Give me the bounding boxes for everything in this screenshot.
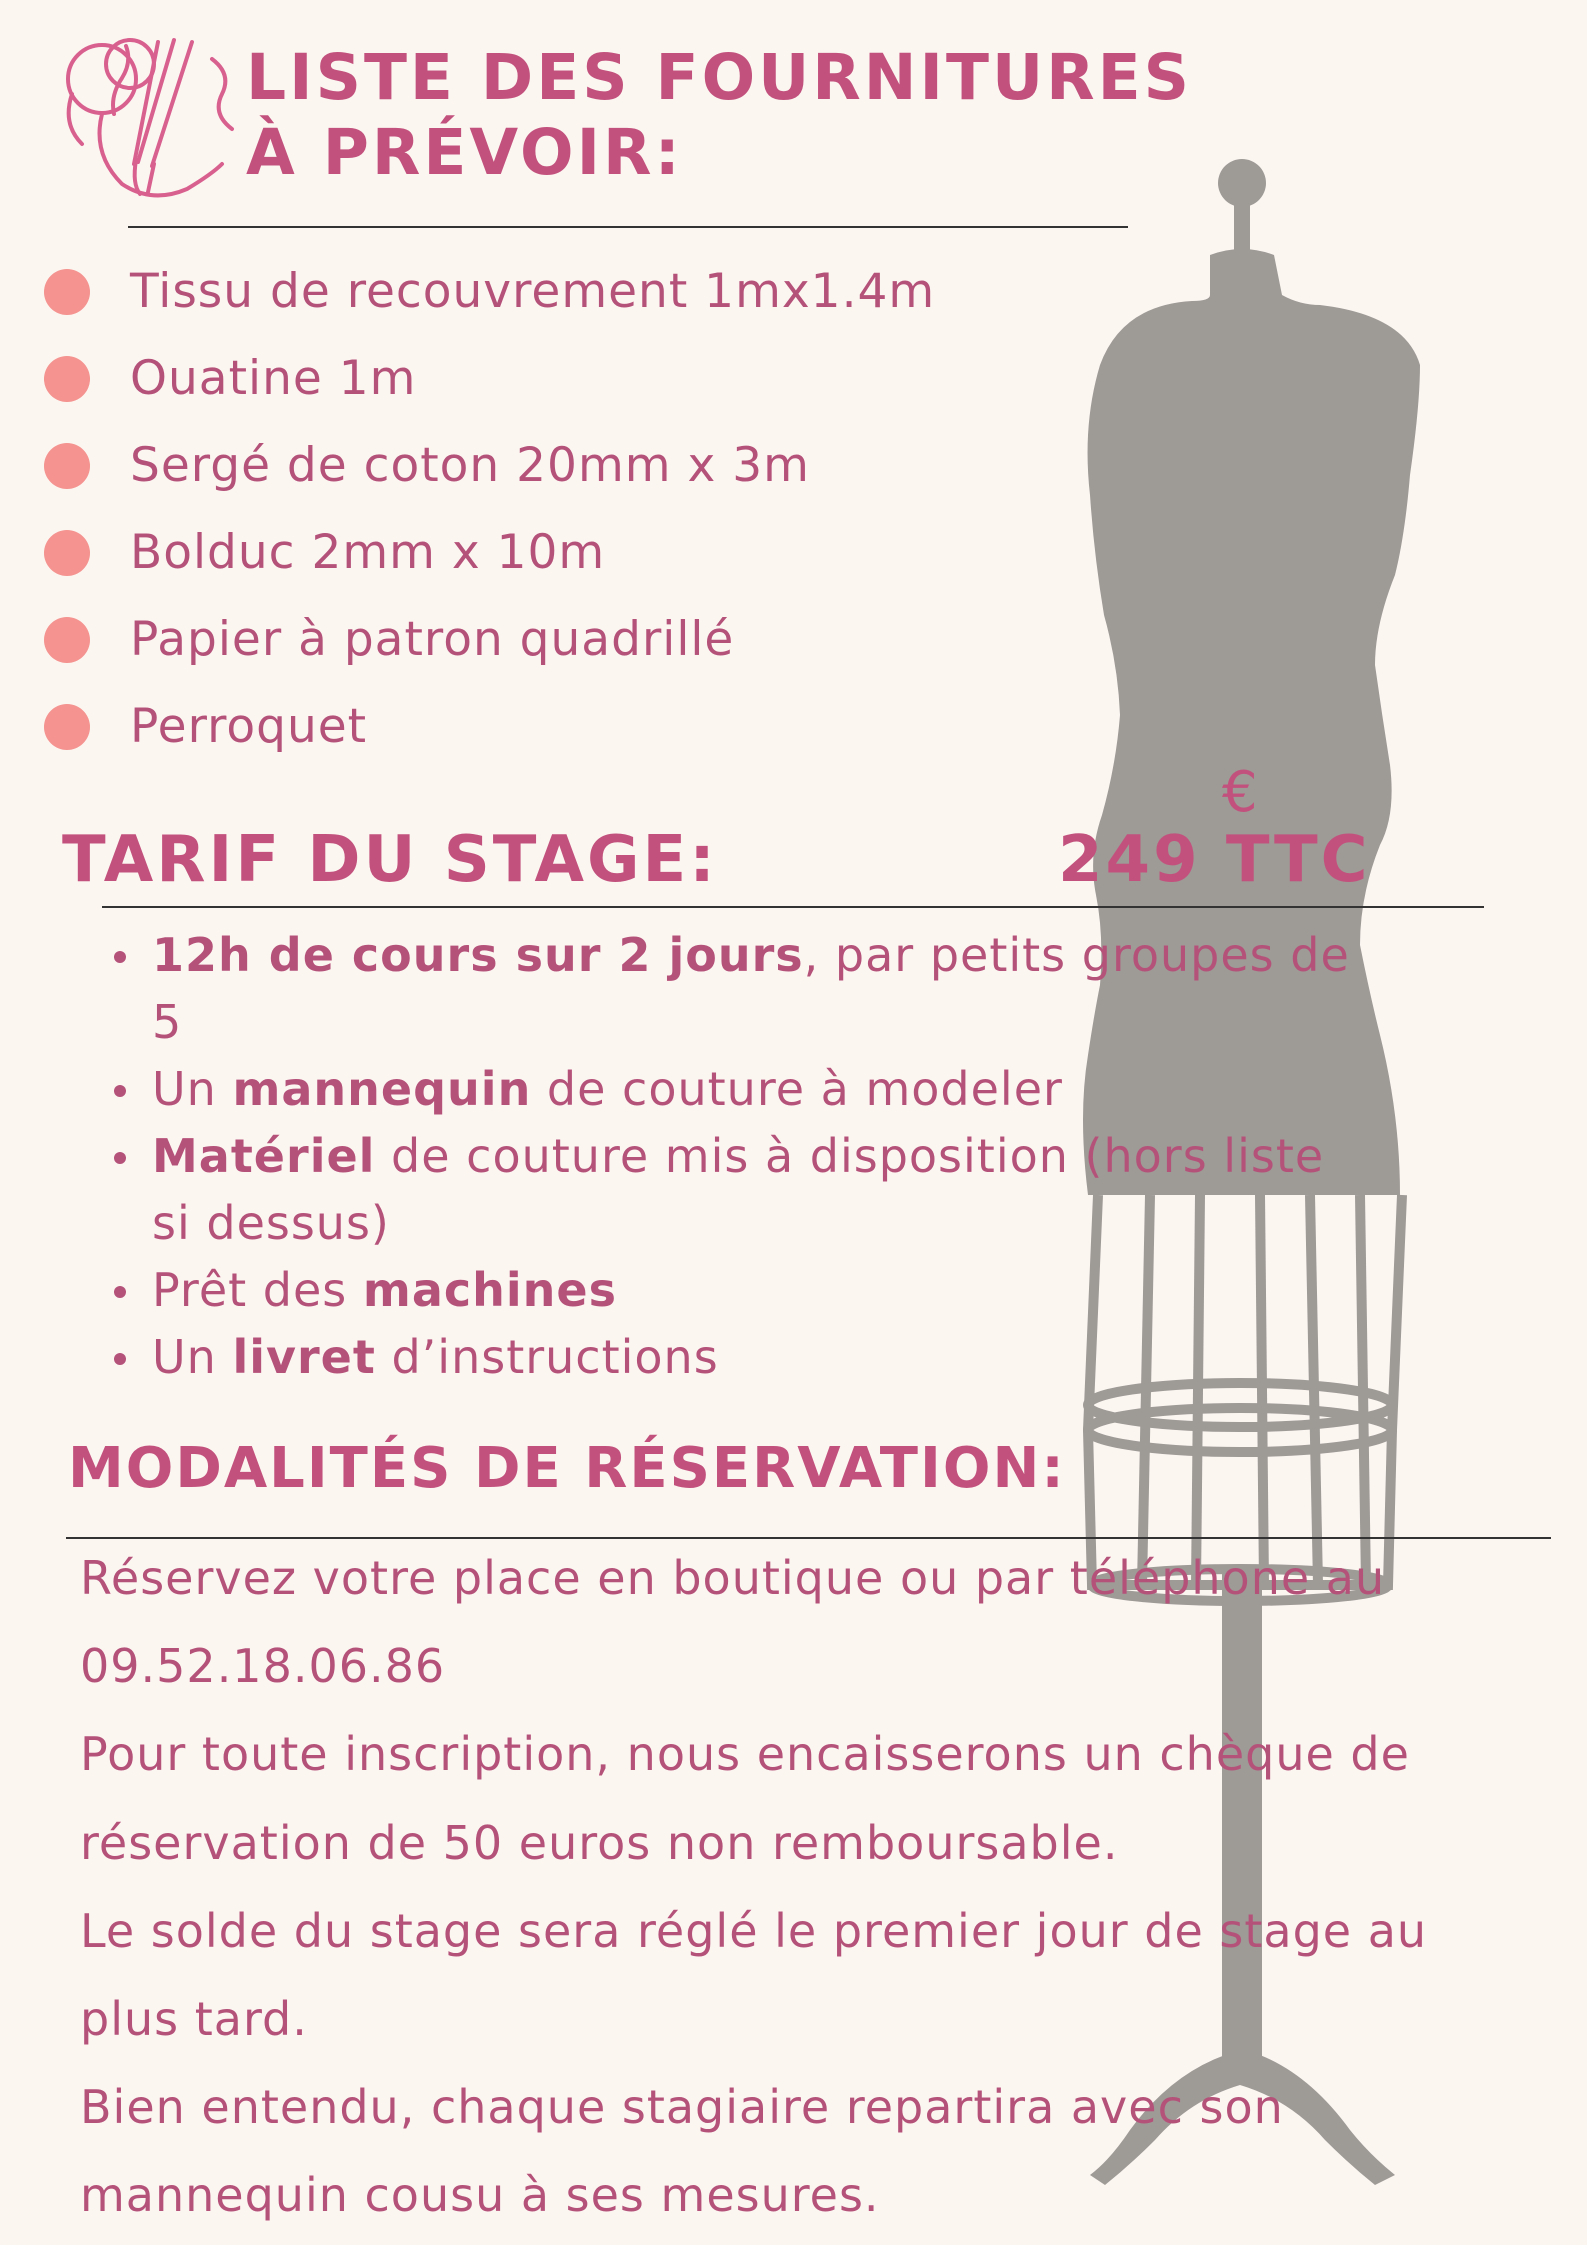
benefit-bold: Matériel (152, 1129, 376, 1183)
benefit-item (110, 1324, 1390, 1391)
supply-item-label: Ouatine 1m (130, 351, 417, 406)
bullet-dot-icon (44, 443, 90, 489)
benefit-prefix: Prêt des (152, 1263, 363, 1317)
reservation-line: Pour toute inscription, nous encaisserons un chèque de (80, 1727, 1410, 1782)
benefit-text: de couture à modeler (531, 1062, 1063, 1116)
benefit-item (110, 1123, 1332, 1257)
bullet-dot-icon (44, 269, 90, 315)
bullet-dot-icon (44, 356, 90, 402)
price-amount: 249 TTC (1058, 823, 1371, 897)
pricing-benefits-list (110, 922, 1390, 1391)
benefit-bold: mannequin (232, 1062, 532, 1116)
supply-item (44, 422, 935, 509)
benefit-bold: 12h de cours sur 2 jours (152, 928, 804, 982)
bullet-dot-icon (44, 704, 90, 750)
supply-item-label: Papier à patron quadrillé (130, 612, 735, 667)
pricing-divider (102, 906, 1484, 908)
benefit-bold: livret (232, 1330, 376, 1384)
reservation-line: mannequin cousu à ses mesures. (80, 2168, 880, 2223)
supplies-list (44, 248, 935, 770)
reservation-line: réservation de 50 euros non remboursable. (80, 1815, 1119, 1870)
supply-item (44, 683, 935, 770)
supplies-title (246, 40, 1192, 190)
supplies-title-line-1: LISTE DES FOURNITURES (246, 41, 1193, 114)
sewing-scissors-thread-icon (62, 34, 244, 204)
pricing-title: TARIF DU STAGE: (62, 823, 718, 897)
bullet-dot-icon (44, 617, 90, 663)
supply-item-label: Tissu de recouvrement 1mx1.4m (130, 264, 936, 319)
benefit-text: d’instructions (375, 1330, 719, 1384)
supply-item-label: Sergé de coton 20mm x 3m (130, 438, 810, 493)
benefit-item (110, 1056, 1390, 1123)
benefit-bold: machines (362, 1263, 617, 1317)
supplies-divider (128, 226, 1128, 228)
reservation-line: Réservez votre place en boutique ou par téléphone au (80, 1551, 1386, 1605)
supply-item (44, 335, 935, 422)
benefit-item (110, 1257, 1390, 1324)
supply-item (44, 248, 935, 335)
bullet-dot-icon (44, 530, 90, 576)
benefit-item (110, 922, 1390, 1056)
supply-item (44, 596, 935, 683)
supply-item-label: Bolduc 2mm x 10m (130, 525, 606, 580)
reservation-line: plus tard. (80, 1992, 308, 2047)
supply-item-label: Perroquet (130, 699, 368, 754)
reservation-line: Bien entendu, chaque stagiaire repartira avec son (80, 2080, 1284, 2135)
benefit-text: de couture mis à disposition (hors liste si dessus) (152, 1129, 1325, 1250)
supply-item (44, 509, 935, 596)
reservation-text (80, 1534, 1520, 2240)
currency-symbol: € (1222, 760, 1258, 825)
reservation-title: MODALITÉS DE RÉSERVATION: (68, 1436, 1066, 1501)
supplies-title-line-2: À PRÉVOIR: (246, 116, 683, 189)
benefit-text: , par petits groupes de 5 (152, 928, 1350, 1049)
benefit-prefix: Un (152, 1330, 233, 1384)
benefit-prefix: Un (152, 1062, 233, 1116)
reservation-line: Le solde du stage sera réglé le premier jour de stage au (80, 1903, 1428, 1958)
reservation-phone: 09.52.18.06.86 (80, 1639, 446, 1694)
